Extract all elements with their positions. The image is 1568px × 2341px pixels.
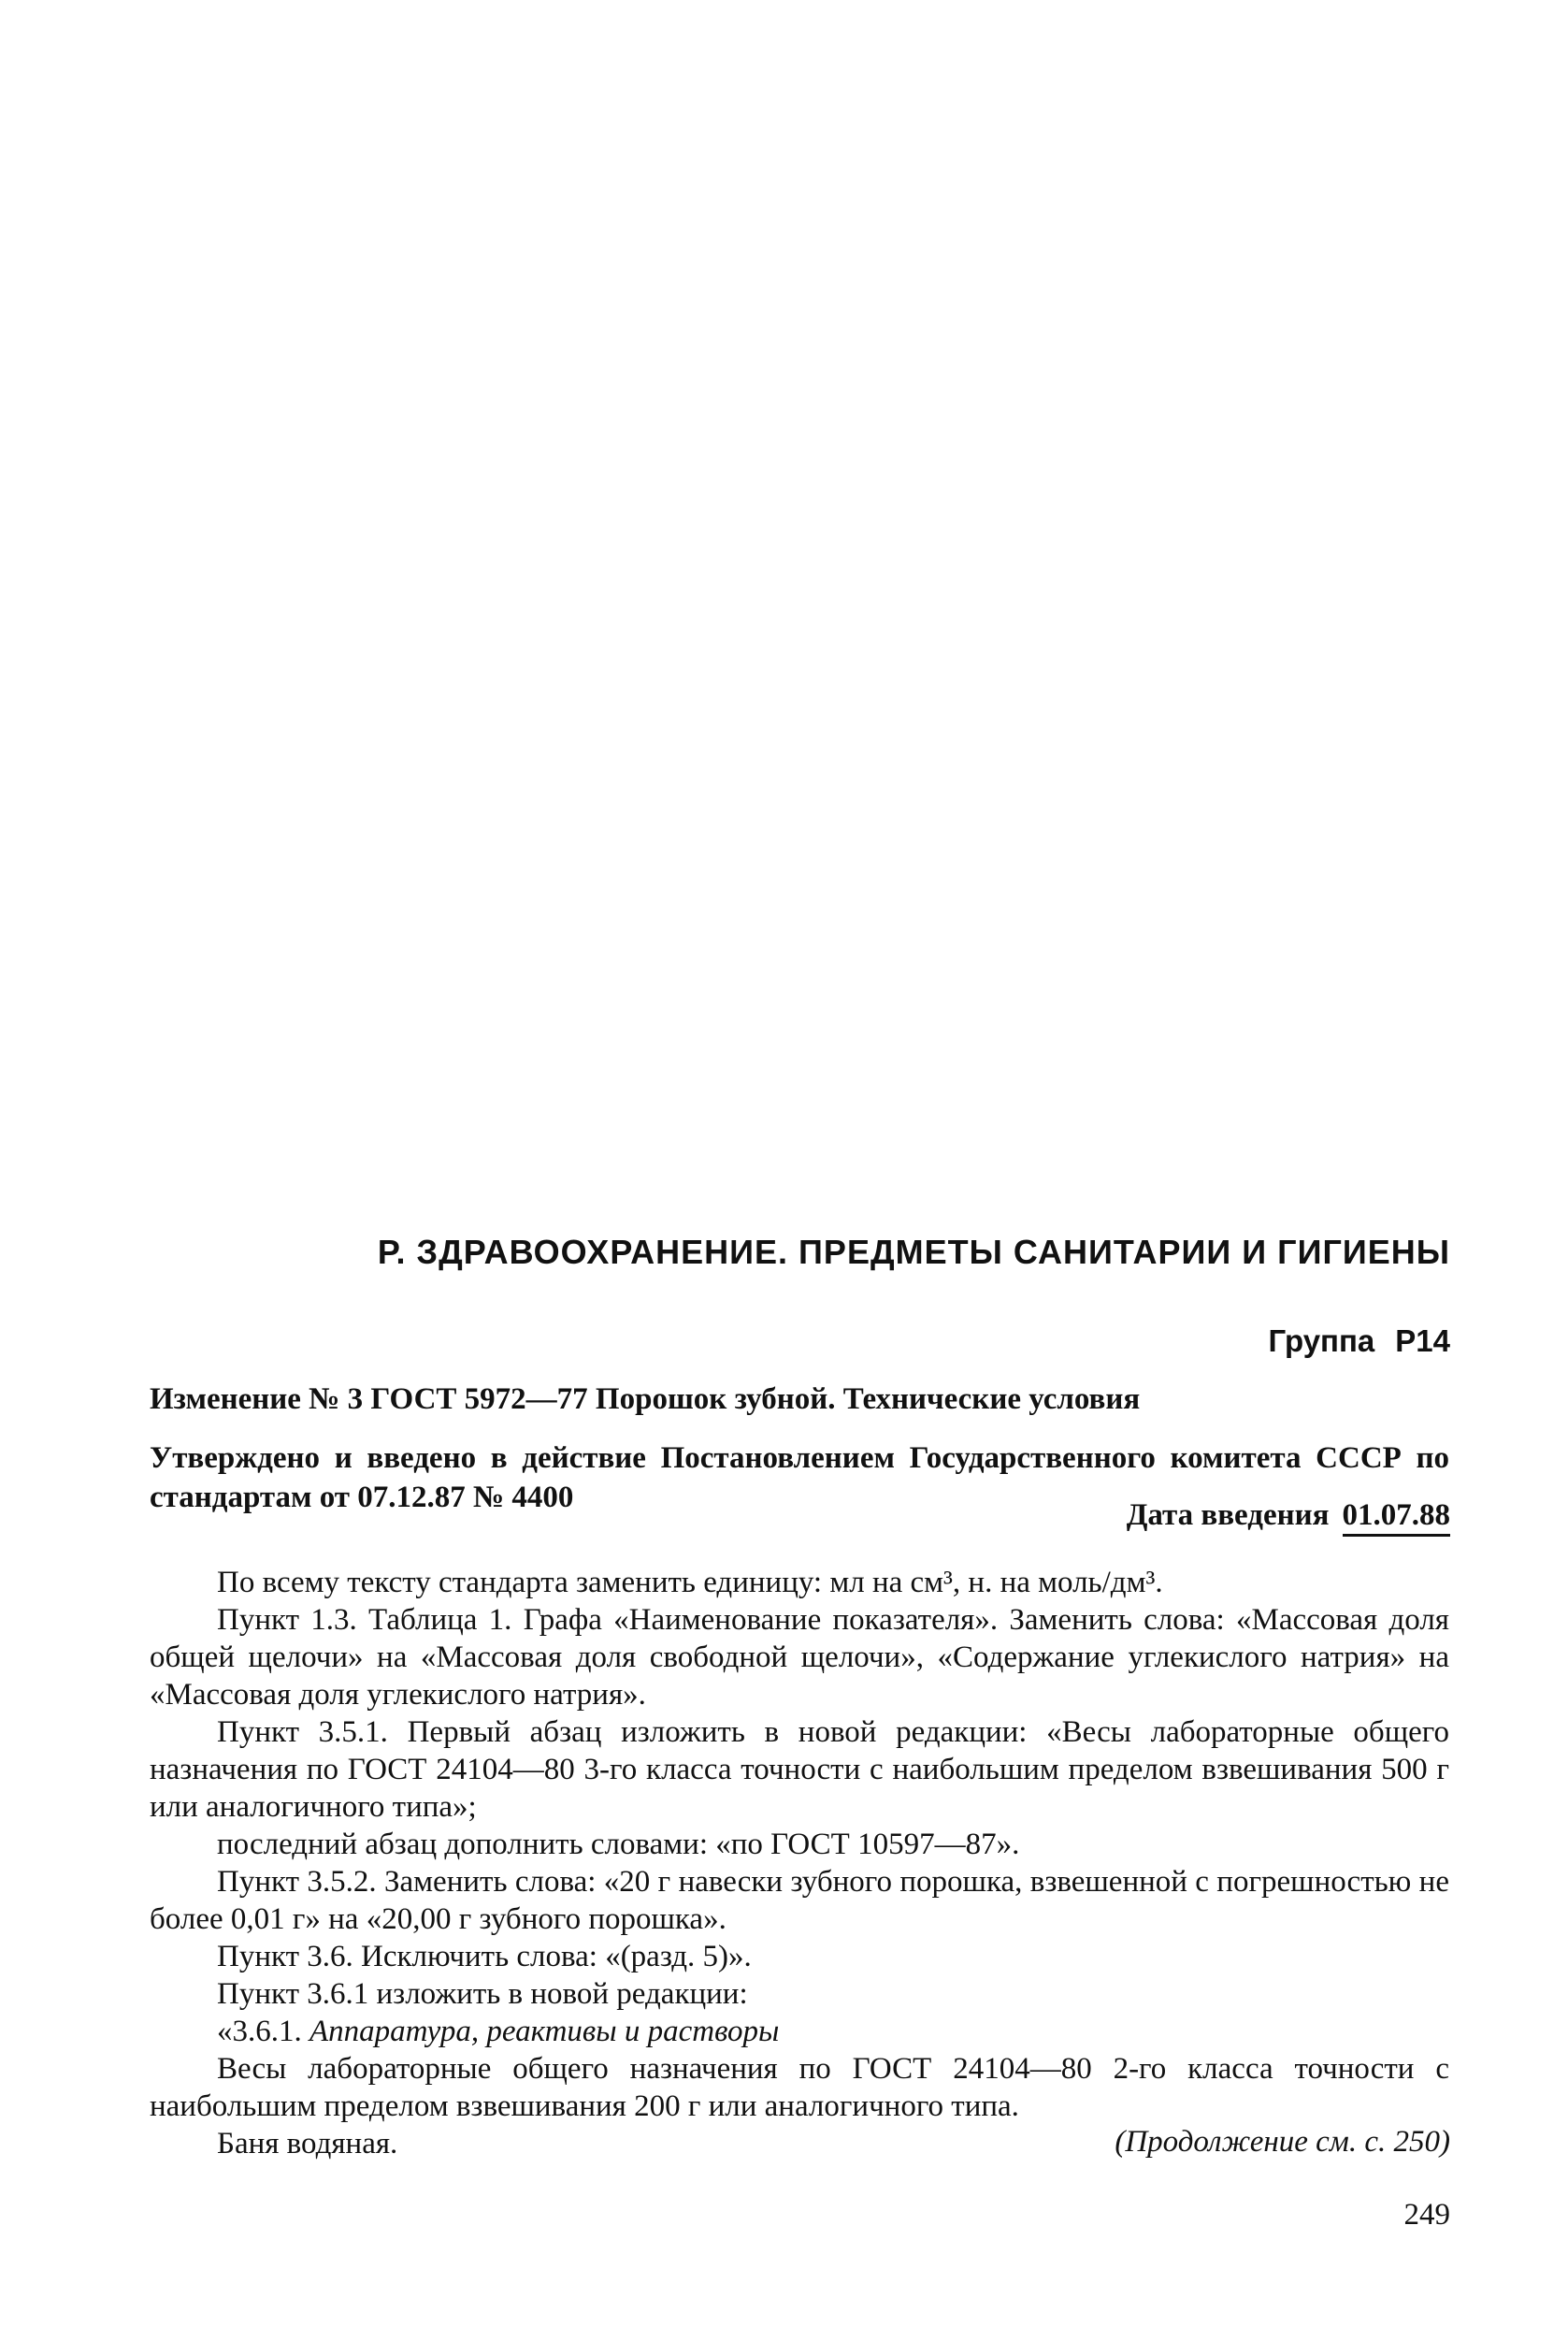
section-title: Р. ЗДРАВООХРАНЕНИЕ. ПРЕДМЕТЫ САНИТАРИИ И ГИГИЕНЫ bbox=[377, 1233, 1450, 1271]
paragraph-units: По всему тексту стандарта заменить единицу: мл на см³, н. на моль/дм³. bbox=[217, 1566, 1163, 1599]
body-text bbox=[150, 1564, 1449, 2162]
paragraph-last-abzac: последний абзац дополнить словами: «по ГОСТ 10597—87». bbox=[217, 1828, 1020, 1861]
group-label bbox=[1269, 1323, 1450, 1359]
apparatus-heading-prefix: «3.6.1. bbox=[217, 2015, 309, 2048]
paragraph-item-3-6-1: Пункт 3.6.1 изложить в новой редакции: bbox=[217, 1977, 748, 2011]
group-label-text: Группа bbox=[1268, 1323, 1375, 1358]
paragraph-apparatus-heading bbox=[150, 2013, 1449, 2050]
paragraph-scales: Весы лабораторные общего назначения по ГОСТ 24104—80 2-го класса точности с наибольшим пределом взвешивания 200 г или аналогичного типа. bbox=[150, 2052, 1449, 2123]
change-title: Изменение № 3 ГОСТ 5972—77 Порошок зубной. Технические условия bbox=[150, 1382, 1141, 1416]
page-number: 249 bbox=[1403, 2198, 1450, 2232]
continuation-note: (Продолжение см. с. 250) bbox=[1115, 2125, 1450, 2159]
effective-date bbox=[1127, 1498, 1450, 1533]
paragraph-item-3-6: Пункт 3.6. Исключить слова: «(разд. 5)». bbox=[217, 1940, 752, 1973]
approval-statement: Утверждено и введено в действие Постановлением Государственного комитета СССР по стандартам от 07.12.87 № 4400 bbox=[150, 1441, 1449, 1514]
group-code: Р14 bbox=[1395, 1323, 1450, 1358]
paragraph-water-bath: Баня водяная. bbox=[217, 2127, 398, 2160]
effective-date-label: Дата введения bbox=[1126, 1498, 1330, 1532]
paragraph-item-3-5-2: Пункт 3.5.2. Заменить слова: «20 г навески зубного порошка, взвешенной с погрешностью не более 0,01 г» на «20,00 г зубного порошка». bbox=[150, 1865, 1449, 1936]
effective-date-value: 01.07.88 bbox=[1343, 1498, 1451, 1537]
paragraph-item-3-5-1: Пункт 3.5.1. Первый абзац изложить в новой редакции: «Весы лабораторные общего назначения по ГОСТ 24104—80 3-го класса точности с наибольшим пределом взвешивания 500 г или аналогичного типа»; bbox=[150, 1715, 1449, 1824]
paragraph-item-1-3: Пункт 1.3. Таблица 1. Графа «Наименование показателя». Заменить слова: «Массовая доля общей щелочи» на «Массовая доля свободной щелочи», «Содержание углекислого натрия» на «Массовая доля углекислого натрия». bbox=[150, 1603, 1449, 1712]
apparatus-heading-title: Аппаратура, реактивы и растворы bbox=[309, 2015, 780, 2048]
